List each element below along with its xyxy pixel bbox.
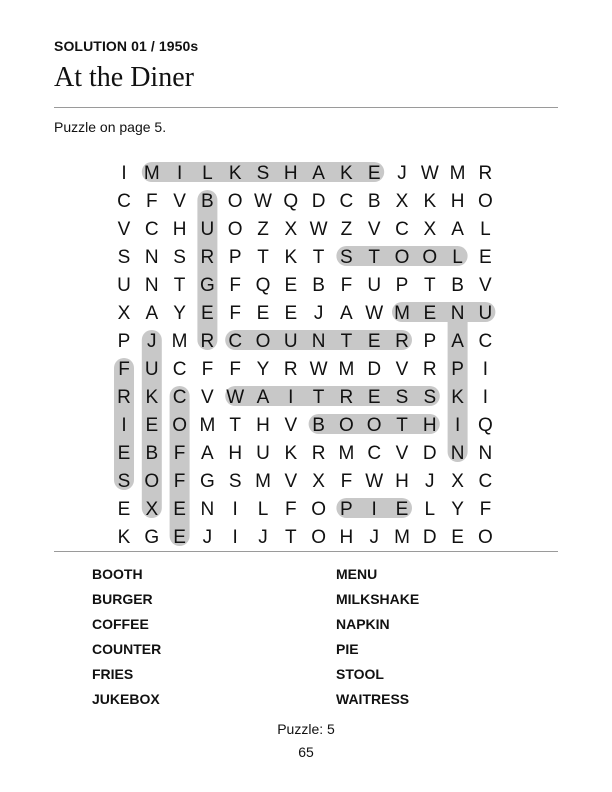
grid-letter: S xyxy=(173,247,186,268)
word-list-item: MILKSHAKE xyxy=(336,591,420,607)
grid-letter: S xyxy=(256,163,270,184)
grid-letter: M xyxy=(255,471,271,492)
grid-letter: B xyxy=(312,415,325,436)
grid-letter: D xyxy=(422,527,437,548)
grid-letter: T xyxy=(229,415,242,436)
grid-letter: R xyxy=(117,387,131,408)
grid-letter: X xyxy=(117,303,131,324)
grid-letter: E xyxy=(145,415,159,436)
grid-letter: B xyxy=(145,443,159,464)
grid-letter: O xyxy=(311,527,326,548)
grid-letter: J xyxy=(258,527,268,548)
grid-letter: W xyxy=(365,303,384,324)
grid-letter: N xyxy=(311,331,326,352)
grid-letter: O xyxy=(394,247,410,268)
grid-letter: R xyxy=(311,443,326,464)
grid-letter: F xyxy=(284,499,297,520)
word-list-item: BOOTH xyxy=(92,566,143,582)
grid-letter: T xyxy=(312,247,325,268)
grid-letter: M xyxy=(199,415,216,436)
grid-letter: N xyxy=(144,275,159,296)
grid-letter: F xyxy=(340,471,353,492)
grid-letter: Z xyxy=(257,219,269,240)
grid-letter: U xyxy=(117,275,131,296)
grid-letter: V xyxy=(367,219,381,240)
grid-letter: O xyxy=(172,415,187,436)
grid-letter: I xyxy=(232,527,238,548)
grid-letter: B xyxy=(367,191,381,212)
grid-letter: J xyxy=(369,527,379,548)
grid-letter: L xyxy=(424,499,436,520)
grid-letter: F xyxy=(118,359,130,380)
grid-letter: X xyxy=(451,471,464,492)
solution-eyebrow: SOLUTION 01 / 1950s xyxy=(54,38,199,54)
grid-letter: V xyxy=(395,443,409,464)
grid-letter: L xyxy=(480,219,491,240)
grid-letter: E xyxy=(173,499,186,520)
grid-letter: W xyxy=(420,163,439,184)
grid-letter: S xyxy=(423,387,437,408)
grid-letter: C xyxy=(172,359,187,380)
word-list-right xyxy=(336,566,419,716)
grid-letter: X xyxy=(395,191,409,212)
grid-letter: Y xyxy=(451,499,464,520)
grid-letter: W xyxy=(309,219,328,240)
grid-letter: F xyxy=(479,499,492,520)
grid-letter: I xyxy=(121,415,127,436)
grid-letter: B xyxy=(451,275,464,296)
grid-letter: R xyxy=(478,163,493,184)
grid-letter: M xyxy=(394,303,410,324)
grid-letter: G xyxy=(200,275,215,296)
grid-letter: P xyxy=(117,331,131,352)
grid-letter: I xyxy=(176,163,183,184)
grid-letter: R xyxy=(395,331,409,352)
grid-letter: U xyxy=(144,359,159,380)
grid-letter: T xyxy=(173,275,186,296)
grid-letter: W xyxy=(365,471,384,492)
grid-letter: B xyxy=(312,275,325,296)
grid-letter: F xyxy=(201,359,214,380)
page-number: 65 xyxy=(298,744,314,760)
grid-letter: M xyxy=(171,331,188,352)
grid-letter: O xyxy=(227,191,243,212)
grid-letter: C xyxy=(367,443,382,464)
word-list-item: WAITRESS xyxy=(336,691,410,707)
grid-letter: A xyxy=(145,303,159,324)
grid-letter: V xyxy=(284,471,298,492)
grid-letter: L xyxy=(257,499,269,520)
grid-letter: O xyxy=(422,247,438,268)
grid-letter: A xyxy=(451,331,464,352)
grid-letter: T xyxy=(284,527,297,548)
grid-letter: F xyxy=(173,471,186,492)
grid-letter: S xyxy=(340,247,353,268)
grid-letter: F xyxy=(229,275,242,296)
grid-letter: H xyxy=(283,163,298,184)
grid-letter: K xyxy=(340,163,353,184)
grid-letter: U xyxy=(478,303,493,324)
grid-letter: O xyxy=(339,415,354,436)
grid-letter: E xyxy=(367,331,381,352)
word-list-item: BURGER xyxy=(92,591,153,607)
grid-letter: K xyxy=(117,527,131,548)
grid-letter: H xyxy=(256,415,270,436)
grid-letter: N xyxy=(450,303,465,324)
grid-letter: A xyxy=(451,219,464,240)
grid-letter: H xyxy=(339,527,354,548)
grid-letter: O xyxy=(144,471,160,492)
grid-letter: I xyxy=(454,415,461,436)
grid-letter: Q xyxy=(478,415,493,436)
grid-letter: G xyxy=(200,471,215,492)
grid-letter: H xyxy=(422,415,437,436)
grid-letter: O xyxy=(311,499,326,520)
grid-letter: X xyxy=(312,471,325,492)
grid-letter: B xyxy=(201,191,214,212)
grid-letter: K xyxy=(284,443,298,464)
grid-letter: A xyxy=(201,443,214,464)
puzzle-label: Puzzle: 5 xyxy=(277,721,335,737)
grid-letter: Y xyxy=(256,359,270,380)
grid-letter: O xyxy=(227,219,243,240)
grid-letter: W xyxy=(226,387,245,408)
grid-letter: C xyxy=(339,191,354,212)
grid-letter: S xyxy=(117,247,131,268)
grid-letter: S xyxy=(395,387,409,408)
grid-letter: C xyxy=(395,219,409,240)
grid-letter: J xyxy=(425,471,435,492)
grid-letter: N xyxy=(144,247,159,268)
grid-letter: M xyxy=(143,163,160,184)
grid-letter: U xyxy=(283,331,298,352)
grid-letter: H xyxy=(172,219,187,240)
grid-letter: R xyxy=(200,247,215,268)
grid-letter: F xyxy=(173,443,186,464)
grid-letter: C xyxy=(144,219,159,240)
word-list-item: MENU xyxy=(336,566,378,582)
grid-letter: E xyxy=(451,527,464,548)
grid-letter: Q xyxy=(255,275,271,296)
grid-letter: I xyxy=(121,163,127,184)
grid-letter: H xyxy=(450,191,465,212)
grid-divider xyxy=(54,551,558,552)
grid-letter: T xyxy=(368,247,381,268)
grid-letter: L xyxy=(202,163,213,184)
grid-letter: K xyxy=(451,387,464,408)
grid-letter: E xyxy=(367,387,381,408)
grid-letter: E xyxy=(117,443,131,464)
grid-letter: T xyxy=(423,275,436,296)
grid-letter: C xyxy=(478,331,493,352)
grid-letter: Q xyxy=(283,191,299,212)
word-list-item: COUNTER xyxy=(92,641,162,657)
grid-letter: I xyxy=(482,387,489,408)
grid-letter: X xyxy=(145,499,159,520)
grid-letter: R xyxy=(339,387,354,408)
grid-letter: W xyxy=(309,359,328,380)
grid-letter: F xyxy=(145,191,158,212)
grid-letter: P xyxy=(228,247,242,268)
grid-letter: D xyxy=(422,443,437,464)
grid-letter: R xyxy=(422,359,437,380)
word-list-item: PIE xyxy=(336,641,359,657)
grid-letter: K xyxy=(284,247,298,268)
grid-letter: E xyxy=(173,527,186,548)
grid-letter: X xyxy=(423,219,437,240)
grid-letter: E xyxy=(284,275,298,296)
grid-letter: O xyxy=(255,331,271,352)
grid-letter: H xyxy=(228,443,243,464)
grid-letter: D xyxy=(367,359,382,380)
grid-letter: H xyxy=(395,471,409,492)
grid-letter: J xyxy=(202,527,213,548)
grid-letter: P xyxy=(423,331,437,352)
grid-letter: E xyxy=(117,499,131,520)
puzzle-reference: Puzzle on page 5. xyxy=(54,119,167,135)
grid-letter: V xyxy=(395,359,409,380)
grid-letter: J xyxy=(147,331,157,352)
grid-letter: E xyxy=(256,303,270,324)
grid-letter: N xyxy=(200,499,215,520)
grid-letter: T xyxy=(340,331,353,352)
grid-letter: V xyxy=(173,191,186,212)
grid-letter: J xyxy=(397,163,407,184)
grid-letter: I xyxy=(288,387,294,408)
grid-letter: E xyxy=(201,303,214,324)
grid-letter: T xyxy=(396,415,408,436)
grid-letter: V xyxy=(201,387,214,408)
grid-letter: M xyxy=(394,527,410,548)
grid-letter: F xyxy=(229,359,242,380)
grid-letter: N xyxy=(478,443,493,464)
grid-letter: U xyxy=(200,219,215,240)
grid-letter: R xyxy=(283,359,298,380)
grid-letter: P xyxy=(395,275,409,296)
grid-letter: I xyxy=(371,499,377,520)
word-list-item: JUKEBOX xyxy=(92,691,160,707)
grid-letter: K xyxy=(145,387,159,408)
grid-letter: E xyxy=(479,247,492,268)
grid-letter: S xyxy=(117,471,131,492)
word-list-item: FRIES xyxy=(92,666,134,682)
grid-letter: E xyxy=(395,499,409,520)
grid-letter: E xyxy=(423,303,437,324)
grid-letter: A xyxy=(340,303,353,324)
grid-letter: M xyxy=(338,443,355,464)
grid-letter: P xyxy=(340,499,353,520)
grid-letter: T xyxy=(257,247,269,268)
grid-letter: S xyxy=(228,471,242,492)
grid-letter: E xyxy=(367,163,381,184)
page-title: At the Diner xyxy=(54,62,194,93)
grid-letter: A xyxy=(256,387,270,408)
grid-letter: C xyxy=(172,387,187,408)
grid-letter: K xyxy=(228,163,242,184)
grid-letter: E xyxy=(284,303,298,324)
grid-letter: A xyxy=(312,163,325,184)
grid-letter: G xyxy=(144,527,160,548)
grid-letter: V xyxy=(117,219,131,240)
grid-letter: X xyxy=(284,219,298,240)
grid-letter: V xyxy=(479,275,492,296)
grid-letter: Z xyxy=(340,219,353,240)
grid-letter: M xyxy=(338,359,355,380)
grid-letter: N xyxy=(450,443,465,464)
grid-letter: D xyxy=(311,191,326,212)
grid-letter: F xyxy=(229,303,242,324)
grid-letter: U xyxy=(367,275,382,296)
grid-letter: C xyxy=(228,331,243,352)
grid-letter: V xyxy=(284,415,298,436)
grid-letter: F xyxy=(340,275,353,296)
grid-letter: I xyxy=(232,499,238,520)
word-list-item: NAPKIN xyxy=(336,616,390,632)
grid-letter: P xyxy=(451,359,464,380)
grid-letter: C xyxy=(478,471,493,492)
word-list-left xyxy=(92,566,161,716)
grid-letter: J xyxy=(313,303,324,324)
grid-letter: O xyxy=(478,191,493,212)
grid-letter: C xyxy=(117,191,131,212)
grid-letter: O xyxy=(478,527,493,548)
grid-letter: L xyxy=(452,247,463,268)
grid-letter: I xyxy=(482,359,489,380)
grid-letter: U xyxy=(256,443,270,464)
grid-letter: Y xyxy=(173,303,186,324)
grid-letter: O xyxy=(366,415,382,436)
grid-letter: W xyxy=(254,191,272,212)
grid-letter: M xyxy=(449,163,466,184)
grid-letter: R xyxy=(200,331,215,352)
grid-letter: T xyxy=(312,387,325,408)
word-list-item: STOOL xyxy=(336,666,384,682)
letter-layer xyxy=(117,163,493,548)
grid-letter: K xyxy=(423,191,437,212)
word-list-item: COFFEE xyxy=(92,616,149,632)
